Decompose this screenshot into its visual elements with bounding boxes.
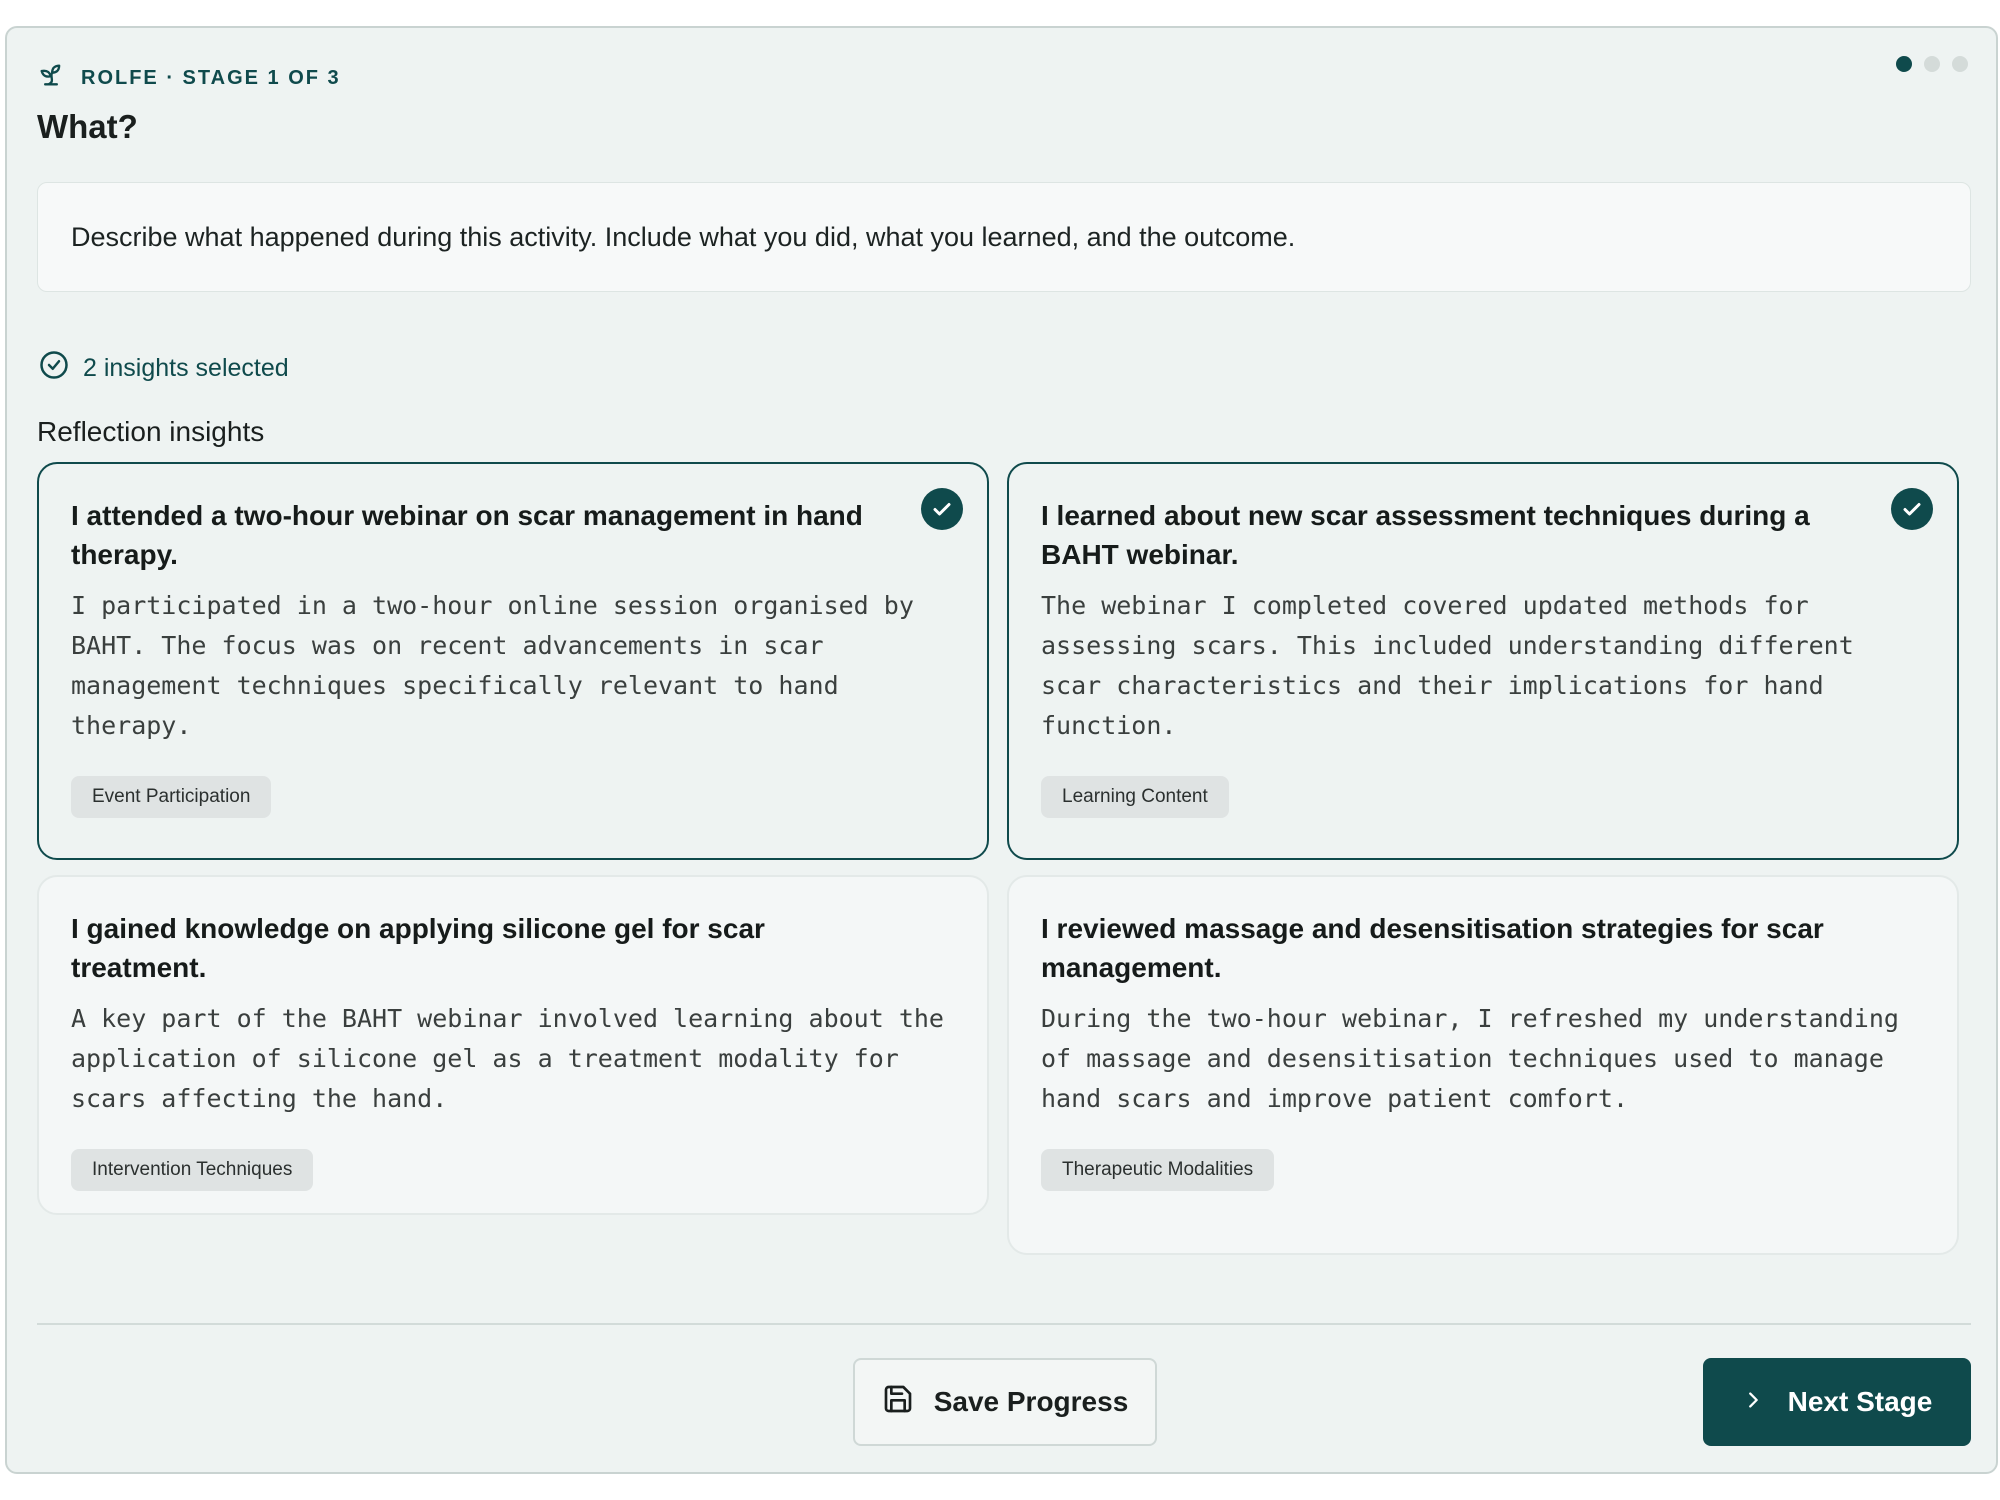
insight-tag: Event Participation (71, 776, 271, 818)
insight-body: I participated in a two-hour online session organised by BAHT. The focus was on recent advancements in scar management techniques specifically relevant to hand therapy. (71, 591, 914, 740)
stage-prompt (37, 182, 1971, 292)
insight-body: During the two-hour webinar, I refreshed my understanding of massage and desensitisation techniques used to manage hand scars and improve patient comfort. (1041, 1004, 1899, 1113)
insight-tag: Intervention Techniques (71, 1149, 313, 1191)
reflection-stage-panel (5, 26, 1998, 1474)
insight-title: I attended a two-hour webinar on scar management in hand therapy. (71, 500, 863, 570)
selected-check-icon (921, 488, 963, 530)
insight-card-1[interactable] (37, 462, 989, 860)
next-stage-label: Next Stage (1787, 1386, 1933, 1417)
stage-label: ROLFE · STAGE 1 OF 3 (81, 66, 341, 89)
sprout-icon (37, 61, 65, 95)
stage-dot-2 (1924, 56, 1940, 72)
check-circle-icon (39, 350, 69, 387)
selected-check-icon (1891, 488, 1933, 530)
insight-tag: Therapeutic Modalities (1041, 1149, 1274, 1191)
insight-card-2[interactable] (1007, 462, 1959, 860)
stage-header (37, 58, 341, 98)
stage-prompt-text: Describe what happened during this activity. Include what you did, what you learned, and the outcome. (71, 221, 1296, 252)
insight-card-4[interactable] (1007, 875, 1959, 1255)
insight-title: I learned about new scar assessment techniques during a BAHT webinar. (1041, 500, 1810, 570)
save-progress-button[interactable] (853, 1358, 1157, 1446)
stage-dot-1 (1896, 56, 1912, 72)
selected-count (39, 350, 289, 387)
stage-title: What? (37, 108, 138, 145)
next-stage-button[interactable] (1703, 1358, 1971, 1446)
chevron-right-icon (1742, 1386, 1764, 1418)
footer-divider (37, 1323, 1971, 1325)
insight-card-3[interactable] (37, 875, 989, 1215)
section-title: Reflection insights (37, 416, 265, 447)
selected-count-text: 2 insights selected (83, 354, 289, 382)
insight-tag: Learning Content (1041, 776, 1229, 818)
save-progress-label: Save Progress (933, 1386, 1129, 1417)
insight-body: A key part of the BAHT webinar involved learning about the application of silicone gel as a treatment modality for scars affecting the hand. (71, 1004, 944, 1113)
stage-progress-dots (1896, 56, 1968, 72)
insight-title: I gained knowledge on applying silicone gel for scar treatment. (71, 913, 765, 983)
stage-dot-3 (1952, 56, 1968, 72)
insight-body: The webinar I completed covered updated methods for assessing scars. This included understanding different scar characteristics and their implications for hand function. (1041, 591, 1854, 740)
save-icon (882, 1383, 914, 1422)
insight-title: I reviewed massage and desensitisation strategies for scar management. (1041, 913, 1824, 983)
